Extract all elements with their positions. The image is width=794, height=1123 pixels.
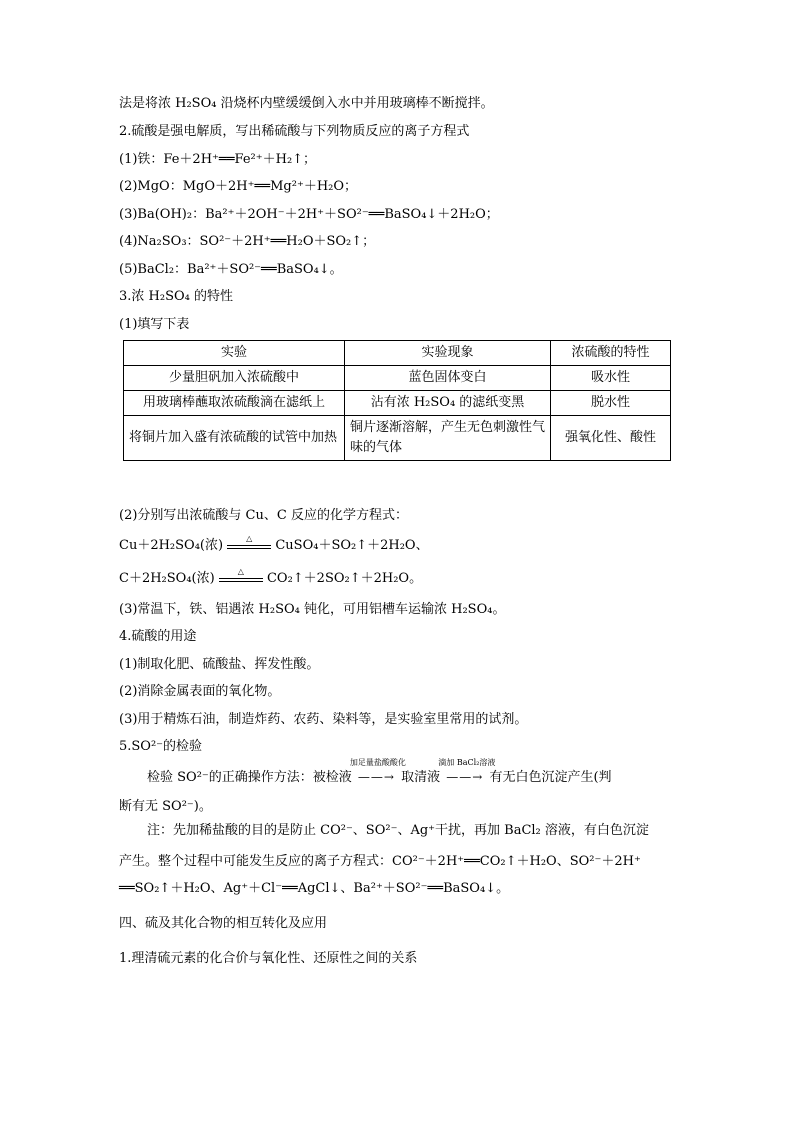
table-cell: 将铜片加入盛有浓硫酸的试管中加热	[124, 416, 345, 461]
table-cell: 少量胆矾加入浓硫酸中	[124, 366, 345, 391]
arrow-shaft: ——→	[357, 770, 395, 784]
table-row	[124, 366, 671, 391]
properties-table	[123, 340, 671, 461]
text-line: (3)Ba(OH)₂：Ba²⁺＋2OH⁻＋2H⁺＋SO²⁻══BaSO₄↓＋2H₂O；	[119, 207, 499, 222]
test-text: 取清液	[401, 770, 441, 785]
text-line: 产生。整个过程中可能发生反应的离子方程式：CO²⁻＋2H⁺══CO₂↑＋H₂O、SO²⁻＋2H⁺	[119, 854, 641, 869]
arrow-shaft: ——→	[446, 770, 484, 784]
arrow-condition: 加足量盐酸酸化	[349, 758, 406, 767]
equation-right: CO₂↑＋2SO₂↑＋2H₂O。	[266, 571, 423, 586]
table-header: 实验	[124, 341, 345, 366]
section-heading: 3.浓 H₂SO₄ 的特性	[119, 289, 233, 304]
equation-cu	[119, 534, 429, 555]
table-cell: 强氧化性、酸性	[551, 416, 671, 461]
text-line: (5)BaCl₂：Ba²⁺＋SO²⁻══BaSO₄↓。	[119, 262, 343, 277]
test-text: 检验 SO²⁻的正确操作方法：被检液	[147, 770, 352, 785]
section-heading: 5.SO²⁻的检验	[119, 739, 203, 754]
table-header: 实验现象	[345, 341, 551, 366]
sulfate-test-procedure	[147, 758, 612, 787]
arrow-condition: 滴加 BaCl₂溶液	[438, 758, 496, 767]
text-line: (3)用于精炼石油，制造炸药、农药、染料等，是实验室里常用的试剂。	[119, 712, 528, 727]
text-line: 法是将浓 H₂SO₄ 沿烧杯内壁缓缓倒入水中并用玻璃棒不断搅拌。	[119, 96, 494, 111]
text-line: (2)MgO：MgO＋2H⁺══Mg²⁺＋H₂O；	[119, 179, 358, 194]
table-header: 浓硫酸的特性	[551, 341, 671, 366]
text-line: (1)铁：Fe＋2H⁺══Fe²⁺＋H₂↑；	[119, 152, 317, 167]
text-line: (1)制取化肥、硫酸盐、挥发性酸。	[119, 657, 320, 672]
section-heading: 四、硫及其化合物的相互转化及应用	[119, 916, 328, 931]
equation-c	[119, 567, 423, 588]
text-line: (1)填写下表	[119, 317, 190, 332]
table-cell: 蓝色固体变白	[345, 366, 551, 391]
text-line: (3)常温下，铁、铝遇浓 H₂SO₄ 钝化，可用铝槽车运输浓 H₂SO₄。	[119, 602, 506, 617]
table-cell: 沾有浓 H₂SO₄ 的滤纸变黑	[345, 391, 551, 416]
heat-symbol: △	[246, 534, 253, 543]
equation-left: Cu＋2H₂SO₄(浓)	[119, 538, 224, 553]
text-line: (4)Na₂SO₃：SO²⁻＋2H⁺══H₂O＋SO₂↑；	[119, 234, 376, 249]
section-heading: 2.硫酸是强电解质，写出稀硫酸与下列物质反应的离子方程式	[119, 124, 470, 139]
table-row	[124, 391, 671, 416]
text-line: (2)消除金属表面的氧化物。	[119, 684, 281, 699]
heat-equals-sign	[227, 534, 271, 549]
text-line: 注：先加稀盐酸的目的是防止 CO²⁻、SO²⁻、Ag⁺干扰，再加 BaCl₂ 溶液，有白色沉淀	[147, 823, 649, 838]
equation-right: CuSO₄＋SO₂↑＋2H₂O、	[275, 538, 429, 553]
heat-equals-sign	[219, 567, 263, 582]
equation-left: C＋2H₂SO₄(浓)	[119, 571, 215, 586]
table-cell: 用玻璃棒蘸取浓硫酸滴在滤纸上	[124, 391, 345, 416]
table-row	[124, 416, 671, 461]
reaction-arrow	[349, 758, 406, 787]
section-heading: 4.硫酸的用途	[119, 629, 197, 644]
test-text: 有无白色沉淀产生(判	[489, 770, 612, 785]
table-cell: 吸水性	[551, 366, 671, 391]
table-cell: 铜片逐渐溶解，产生无色刺激性气味的气体	[345, 416, 551, 461]
text-line: ══SO₂↑＋H₂O、Ag⁺＋Cl⁻══AgCl↓、Ba²⁺＋SO²⁻══BaSO₄↓。	[119, 881, 510, 896]
heat-symbol: △	[237, 567, 244, 576]
section-heading: 1.理清硫元素的化合价与氧化性、还原性之间的关系	[119, 951, 418, 966]
text-line: (2)分别写出浓硫酸与 Cu、C 反应的化学方程式：	[119, 508, 408, 523]
table-cell: 脱水性	[551, 391, 671, 416]
reaction-arrow	[438, 758, 496, 787]
text-line: 断有无 SO²⁻)。	[119, 799, 212, 814]
table-header-row	[124, 341, 671, 366]
